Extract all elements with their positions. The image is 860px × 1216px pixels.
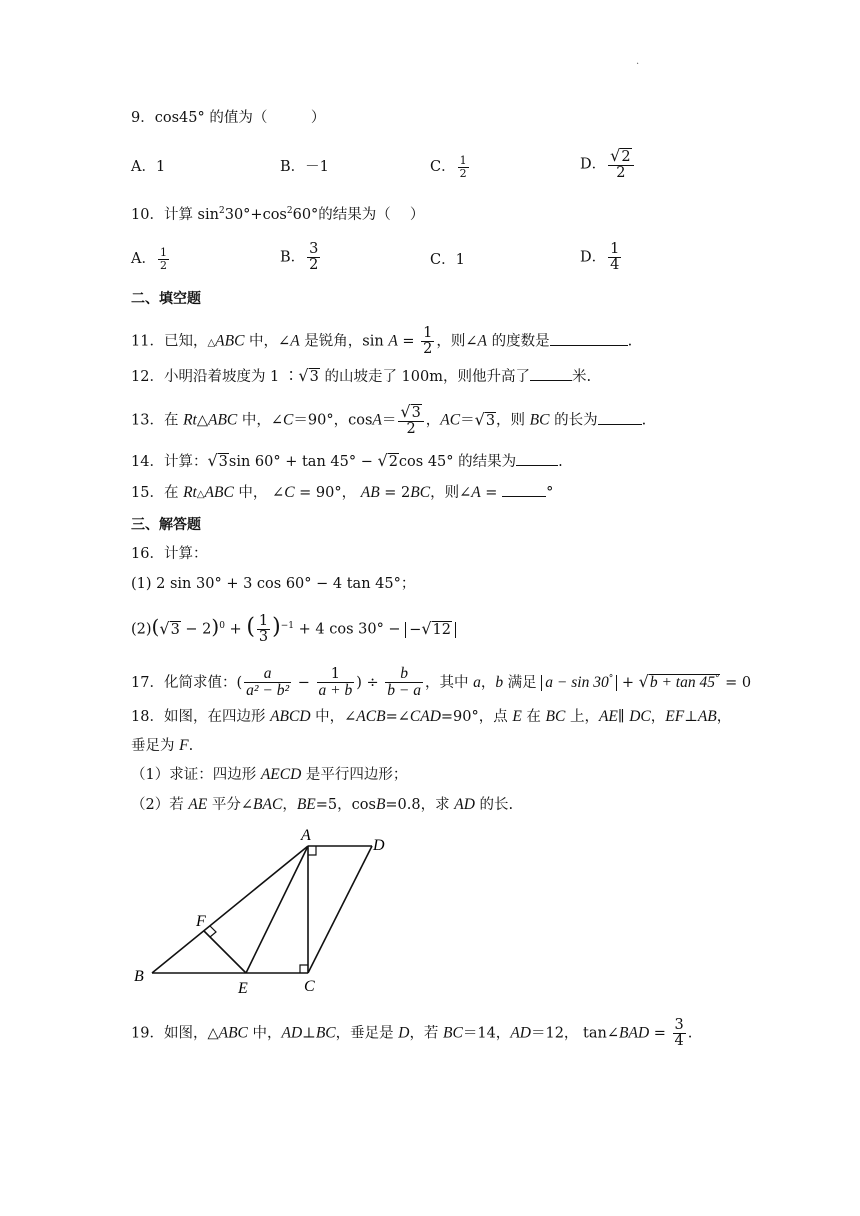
q9-option-a: A．1 [131, 159, 166, 175]
right-angle-mark-c [300, 965, 308, 973]
q10-option-d: D． $\frac{1}{4}$ [580, 241, 620, 274]
label-a: A [301, 827, 311, 844]
question-18-line-2: 垂足为 F. [131, 737, 194, 754]
segment-dc [308, 846, 372, 973]
right-angle-mark-f [210, 926, 216, 937]
question-17: 17．化简求值：( $\frac{a}{\text{a² − b²}}$ − $\frac{1}{a + b}$ ) ÷ $\frac{b}{b - a}$ ，其中 a，b 满足 a − sin 30° + √b + tan 45° = 0 [131, 665, 752, 700]
question-16-part-1: (1) 2 sin 30° + 3 cos 60° − 4 tan 45°； [131, 576, 416, 592]
q9-option-c: C． $\frac{1}{2}$ [430, 154, 467, 180]
answer-blank [530, 366, 572, 381]
answer-blank [516, 451, 558, 466]
question-18-line-1: 18．如图，在四边形 ABCD 中，∠ACB=∠CAD=90°，点 E 在 BC 上，AE∥ DC，EF⊥AB， [131, 708, 732, 725]
question-11: 11．已知，△ABC 中，∠A 是锐角，sin A = $\frac{1}{2}$ ，则∠A 的度数是 . [131, 325, 633, 358]
answer-blank [598, 410, 642, 425]
label-d: D [373, 837, 385, 854]
question-14: 14．计算：√3sin 60° + tan 45° − √2cos 45° 的结果为 . [131, 451, 563, 470]
q10-option-a: A． $\frac{1}{2}$ [131, 246, 167, 272]
right-angle-mark-a [308, 846, 316, 855]
page-dot: . [636, 56, 640, 67]
segment-ab [152, 846, 308, 973]
q9-option-d: D． $\frac{√2}{2}$ [580, 148, 636, 181]
question-10-stem: 10．计算 $\sin^230^\circ+\cos^260^\circ$的结果为（ ） [131, 206, 425, 223]
q10-option-c: C．1 [430, 252, 465, 268]
label-e: E [238, 980, 248, 997]
quadrilateral-figure [120, 818, 410, 998]
question-19: 19．如图，△ABC 中，AD⊥BC，垂足是 D，若 BC＝14，AD＝12， tan∠BAD = $\frac{3}{4}$ . [131, 1017, 693, 1050]
question-18-part-2: （2）若 AE 平分∠BAC，BE=5，cosB=0.8，求 AD 的长. [131, 796, 514, 813]
section-title-solve: 三、解答题 [131, 517, 201, 533]
label-f: F [196, 913, 206, 930]
label-b: B [134, 968, 144, 985]
fraction: $\frac{1}{2}$ [459, 154, 467, 180]
answer-blank [550, 331, 628, 346]
question-18-part-1: （1）求证：四边形 AECD 是平行四边形； [131, 766, 408, 783]
question-16-stem: 16．计算： [131, 546, 208, 562]
fraction: $\frac{√2}{2}$ [608, 148, 633, 181]
q10-option-b: B． $\frac{3}{2}$ [280, 241, 319, 274]
label-c: C [304, 978, 315, 995]
question-15: 15．在 Rt△ABC 中， ∠C = 90°， AB = 2BC，则∠A = ° [131, 484, 554, 501]
segment-ae [246, 846, 308, 973]
section-title-fill-blank: 二、填空题 [131, 291, 201, 307]
question-9-stem: 9．cos45° 的值为（ ） [131, 110, 326, 126]
q9-option-b: B．－1 [280, 159, 329, 175]
question-16-part-2: $(2)(√3 - 2)^0$ + ( $\frac{1}{3}$ )$^{-1}$ + 4 cos 30° − −√12 [131, 614, 456, 645]
question-13: 13．在 Rt△ABC 中，∠C＝90°，cosA＝ $\frac{√3}{2}$ ，AC＝√3，则 BC 的长为 . [131, 402, 647, 438]
question-12: 12．小明沿着坡度为 1 ∶√3 的山坡走了 100m，则他升高了 米. [131, 366, 592, 385]
answer-blank [502, 482, 546, 497]
